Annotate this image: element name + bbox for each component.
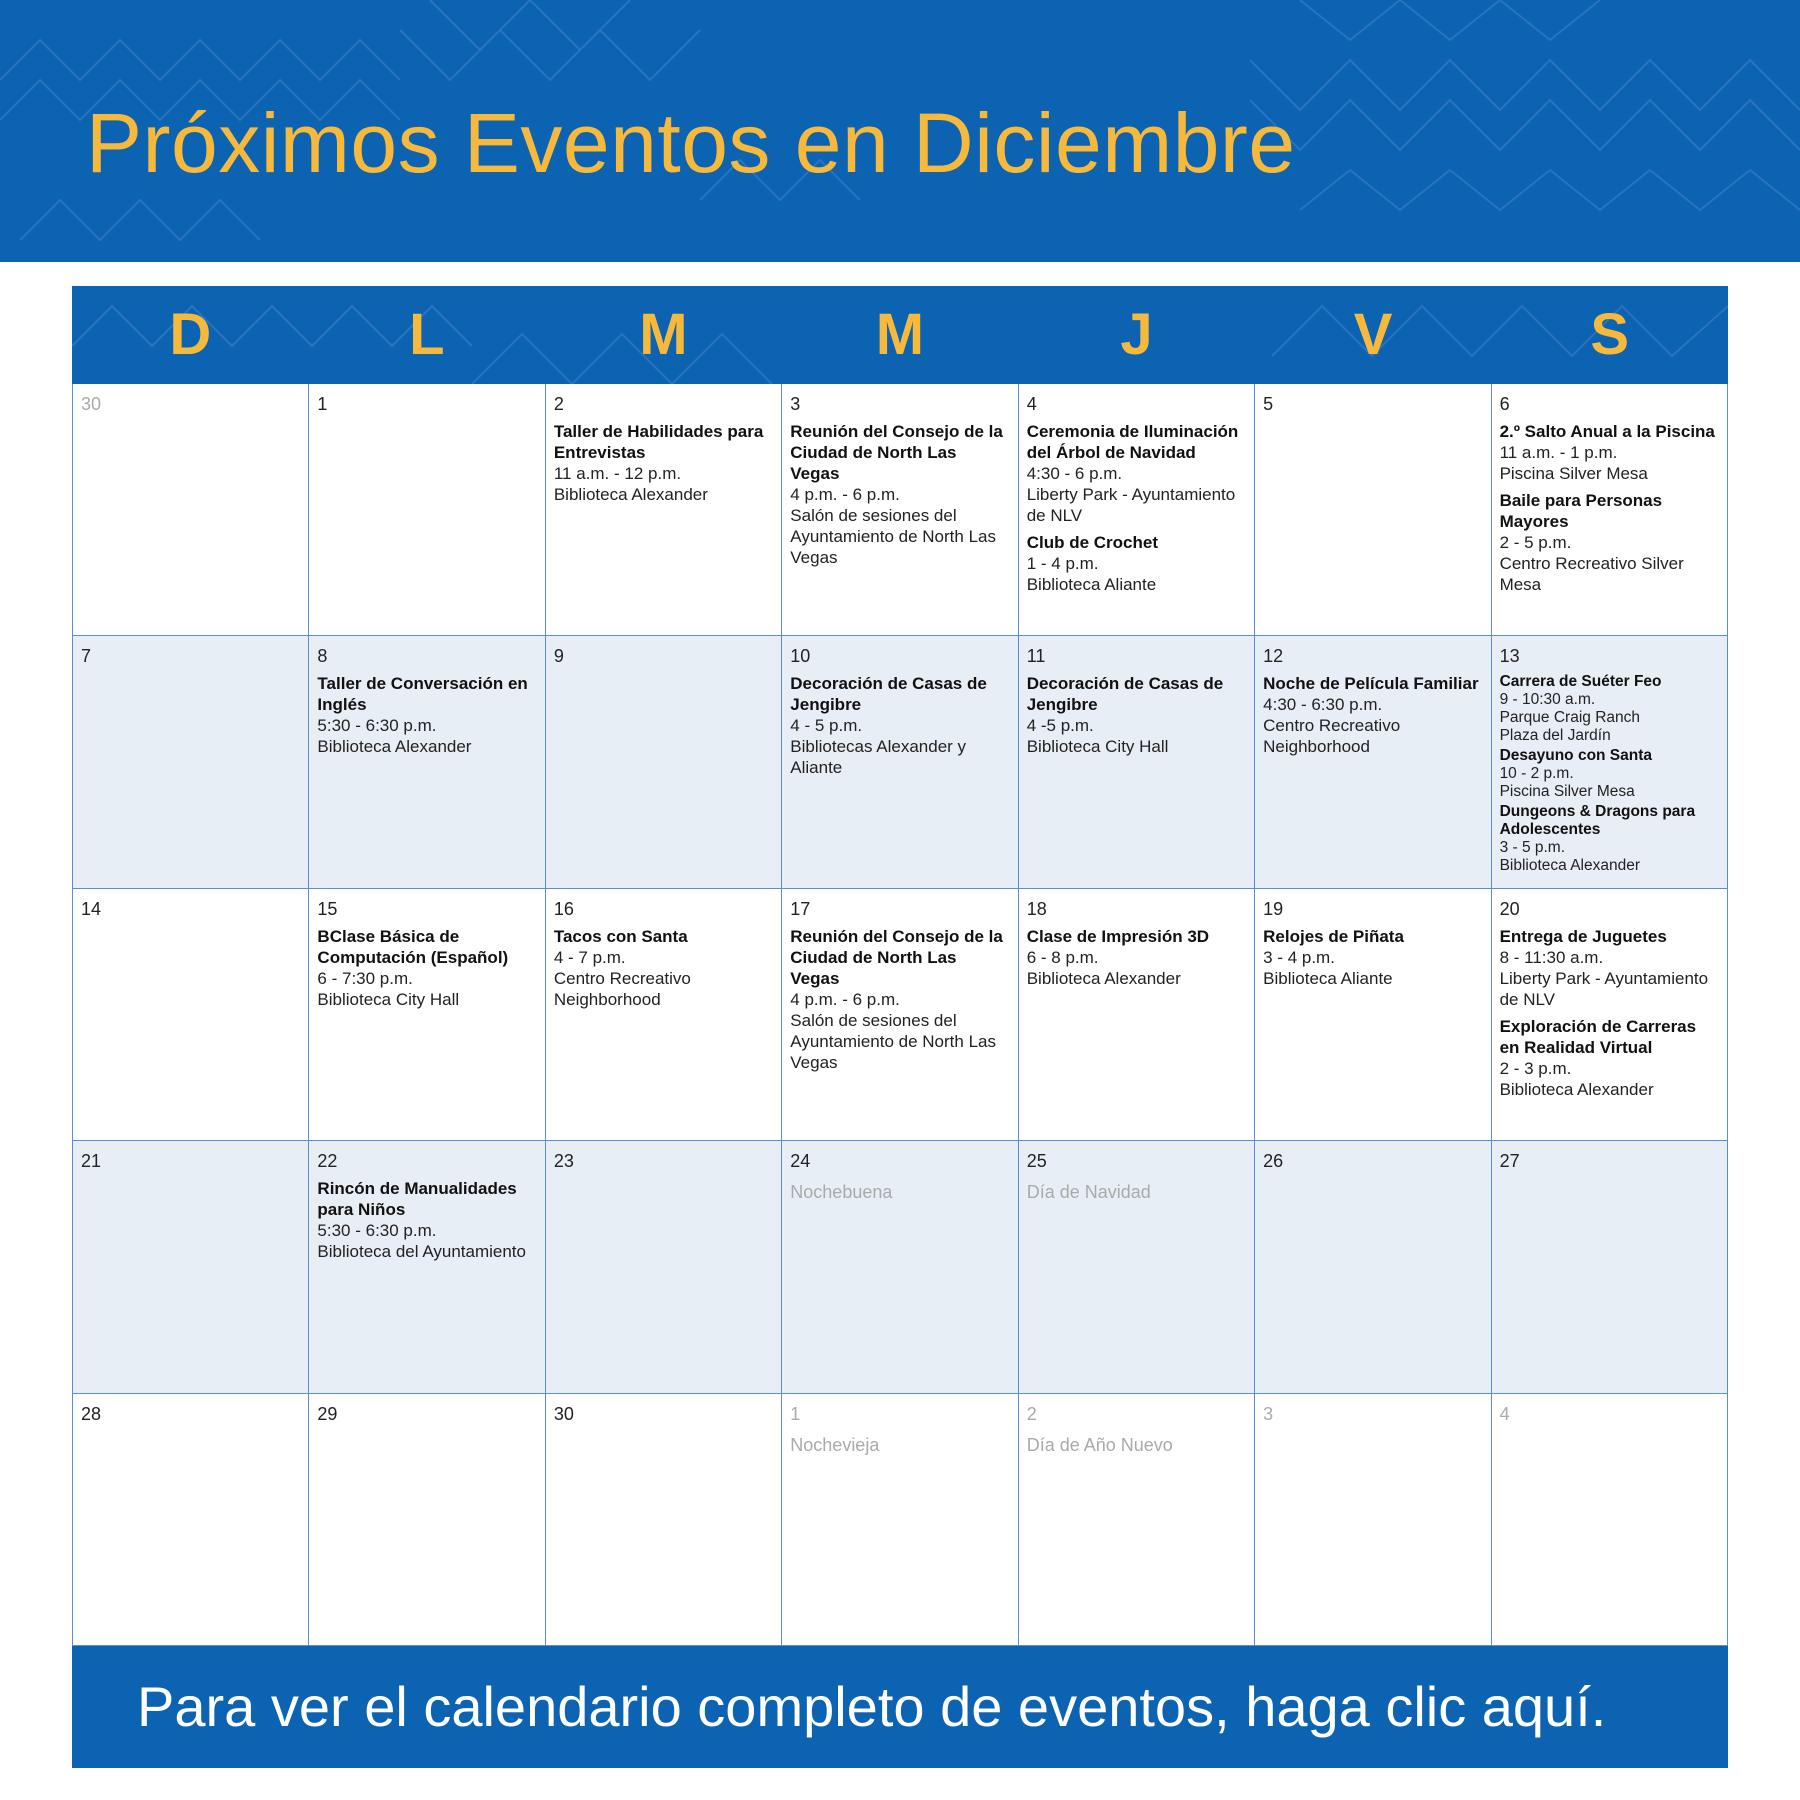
day-number: 1 bbox=[790, 1403, 801, 1424]
calendar-event bbox=[1500, 747, 1719, 801]
calendar-event bbox=[790, 421, 1009, 568]
event-location: Biblioteca Aliante bbox=[1263, 968, 1393, 988]
event-location: Centro Recreativo Neighborhood bbox=[1263, 716, 1401, 757]
event-time: 4:30 - 6:30 p.m. bbox=[1263, 695, 1383, 715]
event-location: Centro Recreativo Silver Mesa bbox=[1499, 554, 1684, 594]
day-number: 28 bbox=[81, 1403, 102, 1424]
calendar-event bbox=[554, 926, 773, 1010]
event-time: 5:30 - 6:30 p.m. bbox=[317, 716, 437, 736]
event-title: Carrera de Suéter Feo bbox=[1499, 673, 1662, 691]
event-location: Biblioteca City Hall bbox=[317, 989, 460, 1009]
day-number: 30 bbox=[81, 394, 102, 414]
event-location: Biblioteca Alexander bbox=[553, 485, 708, 504]
calendar-day-cell bbox=[309, 636, 545, 888]
holiday-label: Nochebuena bbox=[790, 1182, 893, 1203]
day-number: 2 bbox=[1026, 1403, 1037, 1424]
calendar-grid bbox=[72, 384, 1728, 1646]
day-number: 21 bbox=[81, 1151, 102, 1172]
calendar-day-cell bbox=[1492, 1394, 1728, 1646]
calendar-day-cell bbox=[1492, 384, 1728, 636]
event-time: 6 - 8 p.m. bbox=[1026, 947, 1099, 967]
event-title: Club de Crochet bbox=[1026, 533, 1158, 552]
day-number: 26 bbox=[1263, 1151, 1284, 1172]
weekday-label: D bbox=[169, 302, 212, 367]
header-banner bbox=[0, 0, 1800, 262]
calendar-event bbox=[1500, 673, 1719, 745]
calendar-day-cell bbox=[309, 1394, 545, 1646]
day-number: 4 bbox=[1499, 1403, 1510, 1424]
event-title: Baile para Personas Mayores bbox=[1499, 491, 1663, 531]
calendar-event bbox=[1027, 926, 1246, 989]
day-number: 9 bbox=[553, 646, 564, 667]
day-number: 4 bbox=[1026, 394, 1037, 414]
event-location: Biblioteca Aliante bbox=[1026, 575, 1157, 594]
calendar-event bbox=[790, 926, 1009, 1073]
calendar-day-cell bbox=[1019, 1141, 1255, 1393]
calendar-day-cell bbox=[73, 1394, 309, 1646]
event-location: Biblioteca Alexander bbox=[1026, 968, 1181, 988]
calendar-day-cell bbox=[309, 384, 545, 636]
day-number: 11 bbox=[1026, 646, 1046, 667]
event-location: Plaza del Jardín bbox=[1499, 727, 1611, 745]
event-title: Decoración de Casas de Jengibre bbox=[790, 674, 987, 715]
calendar-day-cell bbox=[1255, 1141, 1491, 1393]
calendar-event bbox=[1027, 673, 1246, 757]
day-number: 24 bbox=[790, 1151, 811, 1172]
event-title: Decoración de Casas de Jengibre bbox=[1026, 674, 1224, 715]
weekday-label: M bbox=[639, 302, 688, 367]
event-time: 4:30 - 6 p.m. bbox=[1026, 464, 1123, 483]
calendar-day-cell bbox=[1019, 636, 1255, 888]
calendar-event bbox=[554, 421, 773, 505]
calendar-event bbox=[317, 926, 536, 1010]
calendar-event bbox=[1263, 926, 1482, 989]
event-time: 6 - 7:30 p.m. bbox=[317, 968, 413, 988]
day-number: 20 bbox=[1499, 898, 1520, 919]
calendar-day-cell bbox=[309, 889, 545, 1141]
day-number: 10 bbox=[790, 646, 811, 667]
event-location: Salón de sesiones del Ayuntamiento de North Las Vegas bbox=[790, 1010, 996, 1072]
event-time: 4 - 5 p.m. bbox=[790, 716, 863, 736]
event-time: 9 - 10:30 a.m. bbox=[1499, 691, 1596, 709]
event-title: Noche de Película Familiar bbox=[1263, 674, 1479, 694]
event-location: Parque Craig Ranch bbox=[1499, 709, 1641, 727]
day-number: 25 bbox=[1026, 1151, 1047, 1172]
calendar-event bbox=[1500, 421, 1719, 484]
holiday-label: Nochevieja bbox=[790, 1434, 880, 1455]
calendar-day-cell bbox=[546, 889, 782, 1141]
weekday-label: J bbox=[1120, 302, 1153, 367]
calendar-day-cell bbox=[1255, 889, 1491, 1141]
event-title: Taller de Conversación en Inglés bbox=[317, 674, 528, 715]
holiday-label: Día de Navidad bbox=[1026, 1182, 1151, 1203]
day-number: 3 bbox=[790, 394, 801, 414]
day-number: 19 bbox=[1263, 898, 1284, 919]
calendar-day-cell bbox=[546, 636, 782, 888]
calendar-event bbox=[1500, 926, 1719, 1010]
day-number: 30 bbox=[553, 1403, 574, 1424]
calendar-day-cell bbox=[1255, 636, 1491, 888]
calendar-event bbox=[317, 1178, 536, 1262]
day-number: 17 bbox=[790, 898, 811, 919]
event-location: Centro Recreativo Neighborhood bbox=[553, 968, 691, 1009]
calendar-day-cell bbox=[73, 636, 309, 888]
weekday-label: S bbox=[1590, 302, 1629, 367]
weekday-row bbox=[72, 286, 1728, 384]
event-time: 4 p.m. - 6 p.m. bbox=[790, 989, 900, 1009]
event-time: 4 p.m. - 6 p.m. bbox=[790, 485, 900, 504]
day-number: 22 bbox=[317, 1151, 338, 1172]
calendar-day-cell bbox=[782, 889, 1018, 1141]
calendar-day-cell bbox=[546, 384, 782, 636]
calendar-day-cell bbox=[782, 636, 1018, 888]
event-time: 4 -5 p.m. bbox=[1026, 716, 1094, 736]
calendar-day-cell bbox=[73, 384, 309, 636]
event-location: Biblioteca Alexander bbox=[1499, 857, 1641, 875]
event-time: 10 - 2 p.m. bbox=[1499, 765, 1574, 783]
day-number: 7 bbox=[81, 646, 92, 667]
day-number: 1 bbox=[317, 394, 328, 414]
weekday-header-bar bbox=[72, 286, 1728, 384]
day-number: 23 bbox=[553, 1151, 574, 1172]
event-location: Liberty Park - Ayuntamiento de NLV bbox=[1499, 968, 1709, 1009]
day-number: 14 bbox=[81, 898, 102, 919]
event-title: Reunión del Consejo de la Ciudad de North Las Vegas bbox=[790, 926, 1003, 988]
event-title: Ceremonia de Iluminación del Árbol de Navidad bbox=[1026, 422, 1239, 462]
day-number: 6 bbox=[1499, 394, 1510, 414]
day-number: 12 bbox=[1263, 646, 1284, 667]
calendar-day-cell bbox=[1255, 384, 1491, 636]
day-number: 16 bbox=[553, 898, 574, 919]
calendar-day-cell bbox=[1255, 1394, 1491, 1646]
event-location: Piscina Silver Mesa bbox=[1499, 464, 1648, 483]
event-time: 2 - 5 p.m. bbox=[1499, 533, 1572, 552]
calendar-event bbox=[1027, 532, 1246, 595]
calendar-event bbox=[1263, 673, 1482, 757]
calendar-event bbox=[1027, 421, 1246, 526]
calendar-day-cell bbox=[73, 1141, 309, 1393]
event-location: Bibliotecas Alexander y Aliante bbox=[790, 737, 967, 778]
holiday-label: Día de Año Nuevo bbox=[1026, 1434, 1173, 1455]
calendar-event bbox=[1500, 803, 1719, 875]
page-title: Próximos Eventos en Diciembre bbox=[86, 96, 1296, 190]
event-title: Dungeons & Dragons para Adolescentes bbox=[1499, 803, 1696, 839]
event-title: 2.º Salto Anual a la Piscina bbox=[1499, 422, 1715, 441]
full-calendar-link[interactable]: Para ver el calendario completo de eventos, haga clic aquí. bbox=[137, 1675, 1607, 1738]
calendar-day-cell bbox=[546, 1394, 782, 1646]
event-location: Biblioteca del Ayuntamiento bbox=[317, 1242, 526, 1262]
day-number: 13 bbox=[1499, 646, 1520, 667]
event-time: 1 - 4 p.m. bbox=[1026, 554, 1099, 573]
calendar-event bbox=[1500, 1016, 1719, 1100]
calendar-day-cell bbox=[1019, 384, 1255, 636]
weekday-label: L bbox=[409, 302, 445, 367]
calendar-day-cell bbox=[1492, 889, 1728, 1141]
day-number: 5 bbox=[1263, 394, 1274, 414]
calendar-day-cell bbox=[1019, 1394, 1255, 1646]
calendar-event bbox=[790, 673, 1009, 778]
event-location: Piscina Silver Mesa bbox=[1499, 783, 1635, 801]
day-number: 3 bbox=[1263, 1403, 1274, 1424]
day-number: 8 bbox=[317, 646, 328, 667]
event-title: Desayuno con Santa bbox=[1499, 747, 1653, 765]
day-number: 18 bbox=[1026, 898, 1047, 919]
calendar-event bbox=[317, 673, 536, 757]
event-time: 4 - 7 p.m. bbox=[553, 947, 626, 967]
event-title: Tacos con Santa bbox=[553, 926, 688, 946]
event-location: Liberty Park - Ayuntamiento de NLV bbox=[1026, 485, 1236, 525]
day-number: 29 bbox=[317, 1403, 338, 1424]
event-location: Biblioteca Alexander bbox=[1499, 1079, 1654, 1099]
event-title: Taller de Habilidades para Entrevistas bbox=[553, 422, 764, 462]
event-location: Biblioteca City Hall bbox=[1026, 737, 1169, 757]
calendar-day-cell bbox=[782, 1394, 1018, 1646]
weekday-label: M bbox=[875, 302, 925, 367]
footer-banner bbox=[72, 1646, 1728, 1768]
event-time: 11 a.m. - 1 p.m. bbox=[1499, 443, 1618, 462]
calendar-day-cell bbox=[73, 889, 309, 1141]
event-title: Relojes de Piñata bbox=[1263, 926, 1404, 946]
event-time: 5:30 - 6:30 p.m. bbox=[317, 1221, 437, 1241]
event-location: Biblioteca Alexander bbox=[317, 737, 472, 757]
calendar-day-cell bbox=[1019, 889, 1255, 1141]
calendar-day-cell bbox=[1492, 1141, 1728, 1393]
calendar-day-cell bbox=[782, 384, 1018, 636]
calendar-day-cell bbox=[1492, 636, 1728, 888]
calendar-event bbox=[1500, 490, 1719, 595]
event-title: Exploración de Carreras en Realidad Virtual bbox=[1499, 1016, 1697, 1057]
calendar-day-cell bbox=[782, 1141, 1018, 1393]
event-location: Salón de sesiones del Ayuntamiento de North Las Vegas bbox=[790, 506, 996, 567]
event-title: Clase de Impresión 3D bbox=[1026, 926, 1210, 946]
event-title: Entrega de Juguetes bbox=[1499, 926, 1667, 946]
event-title: Reunión del Consejo de la Ciudad de North Las Vegas bbox=[790, 422, 1003, 483]
event-title: Rincón de Manualidades para Niños bbox=[317, 1179, 517, 1220]
event-time: 3 - 5 p.m. bbox=[1499, 839, 1566, 857]
day-number: 15 bbox=[317, 898, 338, 919]
event-time: 2 - 3 p.m. bbox=[1499, 1058, 1572, 1078]
event-time: 8 - 11:30 a.m. bbox=[1499, 947, 1604, 967]
event-title: BClase Básica de Computación (Español) bbox=[317, 926, 509, 967]
calendar-day-cell bbox=[309, 1141, 545, 1393]
event-time: 3 - 4 p.m. bbox=[1263, 947, 1335, 967]
day-number: 27 bbox=[1499, 1151, 1520, 1172]
event-time: 11 a.m. - 12 p.m. bbox=[553, 464, 682, 483]
day-number: 2 bbox=[553, 394, 564, 414]
calendar-day-cell bbox=[546, 1141, 782, 1393]
weekday-label: V bbox=[1353, 302, 1393, 367]
